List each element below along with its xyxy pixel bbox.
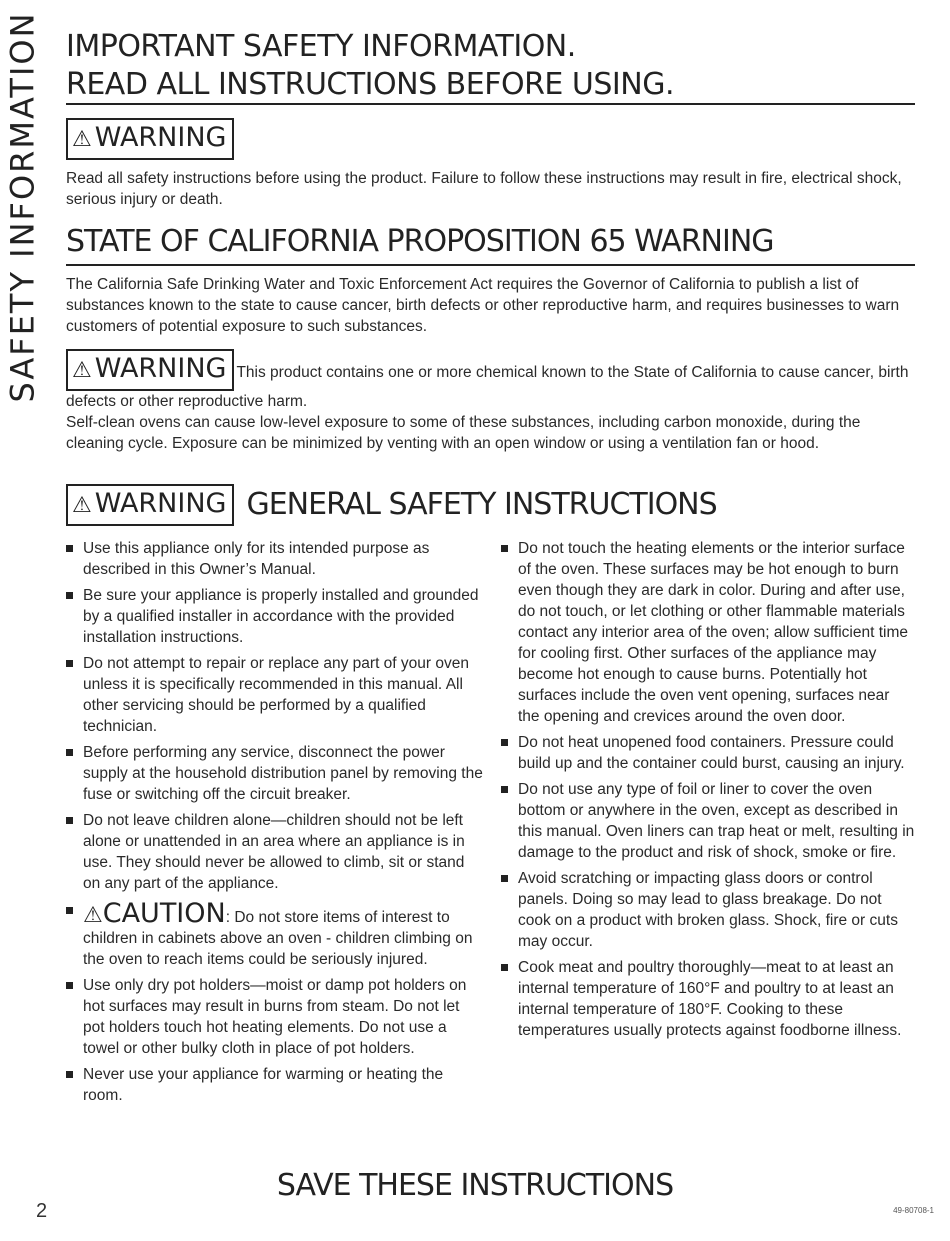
page-title xyxy=(66,28,915,104)
general-heading-row xyxy=(66,484,717,526)
prop65-warning xyxy=(66,349,911,412)
list-item: Do not attempt to repair or replace any part of your oven unless it is specifically recommended in this manual. All other servicing should be performed by a qualified technician. xyxy=(64,653,484,737)
general-heading: GENERAL SAFETY INSTRUCTIONS xyxy=(246,487,717,522)
warning-label: WARNING xyxy=(94,122,227,153)
prop65-warning-text: This product contains one or more chemical known to the State of California to cause cancer, birth defects or other reproductive harm. xyxy=(66,364,909,410)
caution-text: : Do not store items of interest to children in cabinets above an oven - children climbing on the oven to reach items could be seriously injured. xyxy=(83,909,473,968)
prop65-rule xyxy=(66,264,915,266)
warning-label: WARNING xyxy=(94,488,227,519)
side-tab xyxy=(0,10,44,403)
warning-triangle-icon: ⚠ xyxy=(72,358,92,383)
list-item: Do not touch the heating elements or the interior surface of the oven. These surfaces may be hot enough to burn even though they are dark in color. During and after use, do not touch, or let clothing or other flammable materials contact any interior area of the oven; allow sufficient time for cooling first. Other surfaces of the appliance may become hot enough to cause burns. Potentially hot surfaces include the oven vent opening, surfaces near the opening and crevices around the oven door. xyxy=(499,538,915,727)
document-code: 49-80708-1 xyxy=(893,1206,934,1215)
list-item: Never use your appliance for warming or heating the room. xyxy=(64,1064,484,1106)
warning-label: WARNING xyxy=(94,353,227,384)
selfclean-text: Self-clean ovens can cause low-level exposure to some of these substances, including carbon monoxide, during the cleaning cycle. Exposure can be minimized by venting with an open window or using a ventilation fan or hood. xyxy=(66,414,861,452)
page-title-line-2: READ ALL INSTRUCTIONS BEFORE USING. xyxy=(66,67,674,102)
list-item: Avoid scratching or impacting glass doors or control panels. Doing so may lead to glass breakage. Do not cook on a product with broken glass. Shock, fire or cuts may occur. xyxy=(499,868,915,952)
list-item: Cook meat and poultry thoroughly—meat to at least an internal temperature of 160°F and poultry to at least an internal temperature of 180°F. Cooking to these temperatures usually protects against foodborne illness. xyxy=(499,957,915,1041)
page-title-line-1: IMPORTANT SAFETY INFORMATION. xyxy=(66,29,576,64)
list-item: Use this appliance only for its intended purpose as described in this Owner’s Manual. xyxy=(64,538,484,580)
right-column xyxy=(499,538,915,1046)
warning-box xyxy=(66,118,234,160)
intro-text: Read all safety instructions before using the product. Failure to follow these instructions may result in fire, electrical shock, serious injury or death. xyxy=(66,170,902,208)
header-rule xyxy=(66,103,915,105)
side-tab-label: SAFETY INFORMATION xyxy=(3,10,42,403)
caution-label: CAUTION xyxy=(102,898,226,929)
list-item: Use only dry pot holders—moist or damp pot holders on hot surfaces may result in burns from steam. Do not let pot holders touch hot heating elements. Do not use a towel or other bulky cloth in place of pot holders. xyxy=(64,975,484,1059)
list-item: Do not use any type of foil or liner to cover the oven bottom or anywhere in the oven, except as described in this manual. Oven liners can trap heat or melt, resulting in damage to the product and risk of shock, smoke or fire. xyxy=(499,779,915,863)
left-bullet-list xyxy=(64,538,484,1106)
page-number: 2 xyxy=(36,1200,48,1222)
prop65-heading: STATE OF CALIFORNIA PROPOSITION 65 WARNING xyxy=(66,224,774,259)
caution-item xyxy=(64,900,484,970)
save-instructions-heading: SAVE THESE INSTRUCTIONS xyxy=(276,1168,674,1203)
warning-triangle-icon: ⚠ xyxy=(72,127,92,152)
list-item: Do not leave children alone—children should not be left alone or unattended in an area where an appliance is in use. They should never be allowed to climb, sit or stand on any part of the appliance. xyxy=(64,810,484,894)
list-item: Before performing any service, disconnect the power supply at the household distribution panel by removing the fuse or switching off the circuit breaker. xyxy=(64,742,484,805)
left-column xyxy=(64,538,484,1111)
caution-triangle-icon: ⚠ xyxy=(83,902,103,927)
prop65-paragraph: The California Safe Drinking Water and Toxic Enforcement Act requires the Governor of California to publish a list of substances known to the state to cause cancer, birth defects or other reproductive harm, and requires businesses to warn customers of potential exposure to such substances. xyxy=(66,276,900,335)
warning-triangle-icon: ⚠ xyxy=(72,493,92,518)
list-item: Be sure your appliance is properly installed and grounded by a qualified installer in accordance with the provided installation instructions. xyxy=(64,585,484,648)
right-bullet-list xyxy=(499,538,915,1041)
list-item: Do not heat unopened food containers. Pressure could build up and the container could burst, causing an injury. xyxy=(499,732,915,774)
